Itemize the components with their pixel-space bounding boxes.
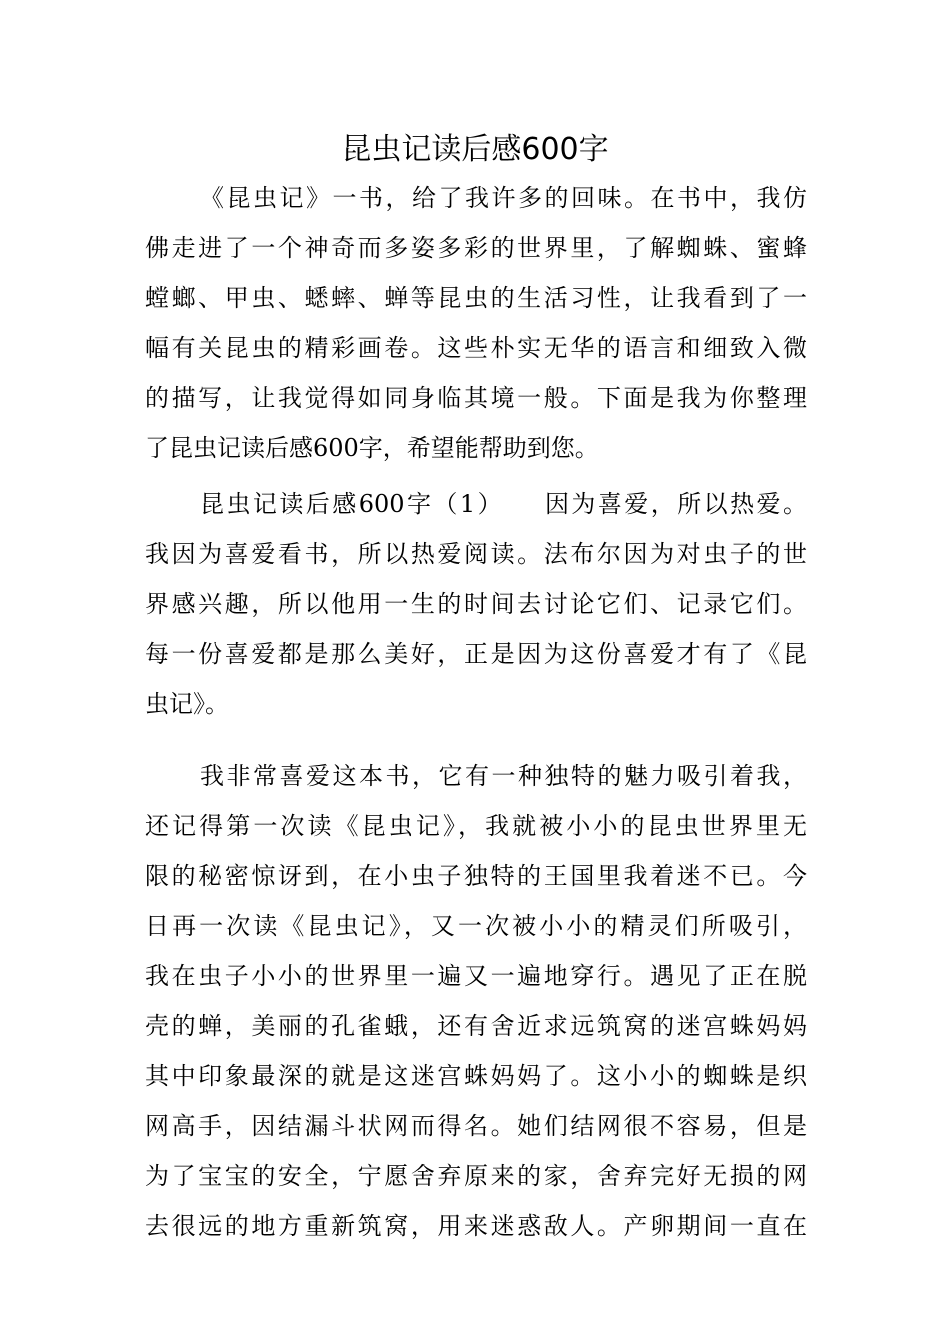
text-line: 我在虫子小小的世界里一遍又一遍地穿行。遇见了正在脱 [145,962,807,990]
text-line: 螳螂、甲虫、蟋蟀、蝉等昆虫的生活习性，让我看到了一 [145,284,807,312]
text-line: 去很远的地方重新筑窝，用来迷惑敌人。产卵期间一直在 [145,1212,807,1240]
text-line: 其中印象最深的就是这迷宫蛛妈妈了。这小小的蜘蛛是织 [145,1062,807,1090]
text-line: 的描写，让我觉得如同身临其境一般。下面是我为你整理 [145,384,807,412]
text-line: 佛走进了一个神奇而多姿多彩的世界里，了解蜘蛛、蜜蜂 [145,234,807,262]
text-line: 日再一次读《昆虫记》，又一次被小小的精灵们所吸引， [145,912,807,940]
text-line: 为了宝宝的安全，宁愿舍弃原来的家，舍弃完好无损的网 [145,1162,807,1190]
text-line: 幅有关昆虫的精彩画卷。这些朴实无华的语言和细致入微 [145,334,807,362]
text-line: 了昆虫记读后感600字，希望能帮助到您。 [145,434,599,462]
document-body [145,173,807,1251]
text-line: 限的秘密惊讶到，在小虫子独特的王国里我着迷不已。今 [145,862,807,890]
text-line: 网高手，因结漏斗状网而得名。她们结网很不容易，但是 [145,1112,807,1140]
text-line: 壳的蝉，美丽的孔雀蛾，还有舍近求远筑窝的迷宫蛛妈妈 [145,1012,807,1040]
paragraph-3 [145,751,807,1251]
text-line: 每一份喜爱都是那么美好，正是因为这份喜爱才有了《昆 [145,640,807,668]
document-title: 昆虫记读后感600字 [341,132,609,167]
text-line: 虫记》。 [145,690,229,718]
text-line: 昆虫记读后感600字（1） 因为喜爱，所以热爱。 [200,490,807,518]
text-line: 《昆虫记》一书，给了我许多的回味。在书中，我仿 [200,184,807,212]
text-line: 我因为喜爱看书，所以热爱阅读。法布尔因为对虫子的世 [145,540,807,568]
text-line: 还记得第一次读《昆虫记》，我就被小小的昆虫世界里无 [145,812,807,840]
paragraph-2 [145,479,807,729]
text-line: 界感兴趣，所以他用一生的时间去讨论它们、记录它们。 [145,590,807,618]
paragraph-1 [145,173,807,473]
text-line: 我非常喜爱这本书，它有一种独特的魅力吸引着我， [200,762,807,790]
